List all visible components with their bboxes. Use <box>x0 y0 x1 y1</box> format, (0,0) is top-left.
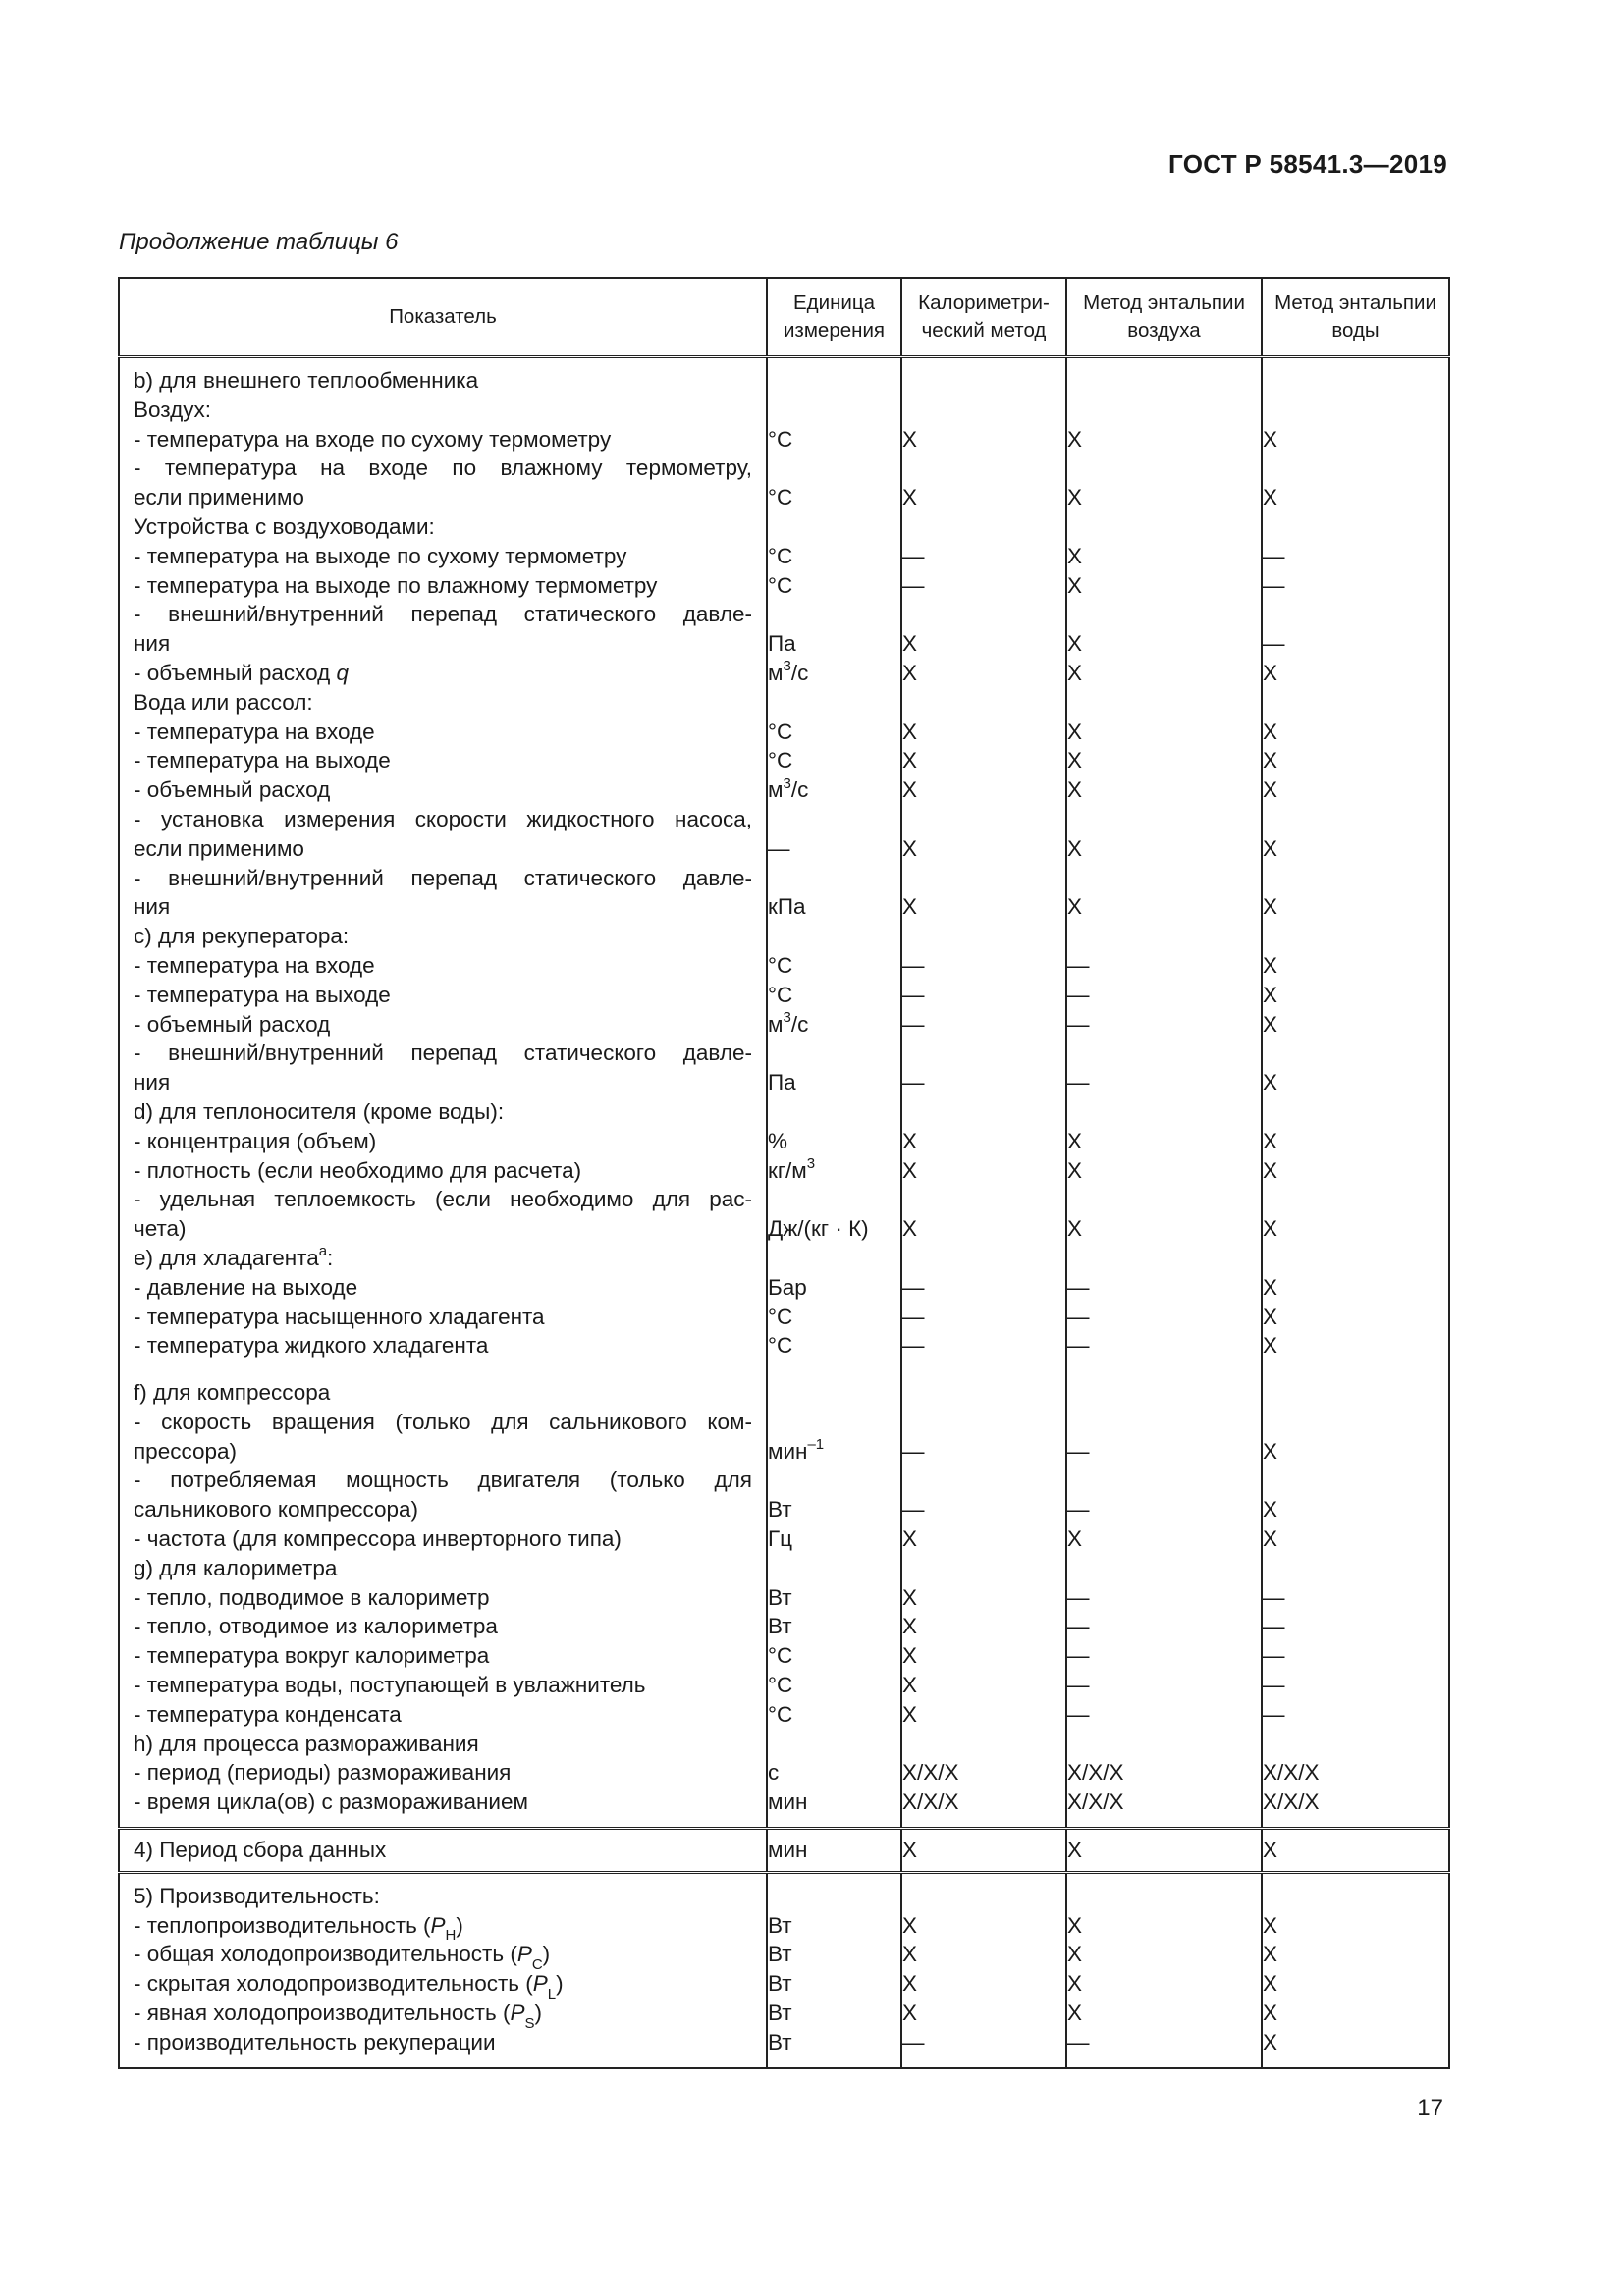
unit-value: Гц <box>768 1526 793 1552</box>
row-label: - температура жидкого хладагента <box>134 1333 489 1359</box>
unit-value: °C <box>768 719 793 744</box>
row-label: - производительность рекуперации <box>134 2029 496 2055</box>
row-label: - давление на выходе <box>134 1274 358 1300</box>
row-label: - удельная теплоемкость (если необходимо для рас- <box>134 1187 752 1212</box>
mark-value: X <box>902 1216 918 1242</box>
mark-value: X <box>1067 485 1083 510</box>
empty-line <box>902 396 1065 425</box>
unit-value: $кг/м^3$ <box>768 1155 816 1183</box>
mark-value: X/X/X <box>1263 1760 1320 1786</box>
row-label: d) для теплоносителя (кроме воды): <box>134 1098 505 1124</box>
mark-value: X <box>1067 1216 1083 1242</box>
mark-value: — <box>1067 1584 1090 1610</box>
row-label: - температура на выходе <box>134 982 391 1007</box>
mark-value: — <box>1263 1584 1285 1610</box>
mark-value: X <box>902 1128 918 1153</box>
col-header-unit: Единица измерения <box>767 278 901 357</box>
calorimetric-cell <box>901 357 1066 1829</box>
mark-value: — <box>1067 1438 1090 1464</box>
mark-value: — <box>1067 982 1090 1007</box>
row-label: - внешний/внутренний перепад статического давле- <box>134 602 752 627</box>
empty-line <box>902 1408 1065 1437</box>
mark-value: X <box>1067 543 1083 568</box>
unit-value: Вт <box>768 2001 792 2026</box>
mark-value: — <box>1067 1333 1090 1359</box>
mark-value: — <box>1263 572 1285 598</box>
calorimetric-cell <box>901 1829 1066 1873</box>
row-label: e) для хладагента$^a$: <box>134 1243 334 1270</box>
row-label: - температура на выходе по сухому термометру <box>134 543 627 568</box>
empty-line <box>1263 1244 1448 1273</box>
row-label: Воздух: <box>134 397 211 422</box>
empty-line <box>902 600 1065 629</box>
mark-value: X <box>1263 777 1278 803</box>
mark-value: X <box>1067 426 1083 452</box>
row-label: - общая холодопроизводительность $(P_C)$ <box>134 1942 551 1973</box>
mark-value: X <box>1263 719 1278 744</box>
mark-value: X <box>902 835 918 861</box>
mark-value: X <box>1263 1971 1278 1997</box>
mark-value: X <box>902 2001 918 2026</box>
mark-value: — <box>902 1497 925 1522</box>
row-label: - объемный расход <box>134 777 331 803</box>
empty-line <box>1067 1378 1261 1408</box>
mark-value: X <box>1067 1128 1083 1153</box>
mark-value: X <box>902 1157 918 1183</box>
mark-value: X <box>1263 1497 1278 1522</box>
mark-value: X <box>902 1701 918 1727</box>
mark-value: X <box>902 1673 918 1698</box>
unit-value: °C <box>768 1673 793 1698</box>
empty-line <box>1263 1378 1448 1408</box>
mark-value: — <box>1067 1304 1090 1329</box>
empty-line <box>1067 512 1261 542</box>
row-label: - тепло, отводимое из калориметра <box>134 1614 498 1639</box>
unit-value: °C <box>768 1333 793 1359</box>
unit-value: Вт <box>768 1912 792 1938</box>
empty-line <box>902 1185 1065 1214</box>
unit-value: $м^3/с$ <box>768 1009 809 1037</box>
mark-value: — <box>1067 1643 1090 1669</box>
mark-value: X <box>902 1912 918 1938</box>
row-label: - температура на входе по влажному термометру, <box>134 455 752 481</box>
unit-value: Вт <box>768 1614 792 1639</box>
unit-value: Па <box>768 1070 796 1095</box>
unit-value: °C <box>768 572 793 598</box>
mark-value: X <box>902 1614 918 1639</box>
empty-line <box>1263 864 1448 893</box>
empty-line <box>902 688 1065 718</box>
row-label: - период (периоды) размораживания <box>134 1760 512 1786</box>
unit-value: — <box>768 835 790 861</box>
calorimetric-cell <box>901 1872 1066 2067</box>
indicators-table <box>118 277 1450 2069</box>
mark-value: X <box>1067 1971 1083 1997</box>
unit-value: °C <box>768 485 793 510</box>
row-label: - температура вокруг калориметра <box>134 1643 490 1669</box>
unit-value: % <box>768 1128 788 1153</box>
mark-value: — <box>1067 1673 1090 1698</box>
water-enthalpy-cell <box>1262 1872 1449 2067</box>
mark-value: X <box>902 485 918 510</box>
unit-value: °C <box>768 1701 793 1727</box>
mark-value: — <box>1067 1614 1090 1639</box>
row-label: - теплопроизводительность $(P_H)$ <box>134 1912 463 1945</box>
empty-line <box>1067 454 1261 483</box>
empty-line <box>1067 688 1261 718</box>
empty-line <box>1263 454 1448 483</box>
row-label: - объемный расход q <box>134 660 350 685</box>
col-header-water-enthalpy: Метод энтальпии воды <box>1262 278 1449 357</box>
empty-line <box>1263 600 1448 629</box>
empty-line <box>1263 1882 1448 1911</box>
mark-value: X <box>1263 952 1278 978</box>
mark-value: X/X/X <box>902 1789 959 1815</box>
row-label: 5) Производительность: <box>134 1883 380 1908</box>
empty-line <box>1263 1039 1448 1068</box>
mark-value: X <box>1067 894 1083 920</box>
empty-line <box>1263 366 1448 396</box>
mark-value: X <box>1263 1838 1278 1863</box>
mark-value: — <box>1263 1614 1285 1639</box>
mark-value: X <box>1263 426 1278 452</box>
unit-value: Вт <box>768 1497 792 1522</box>
row-label: b) для внешнего теплообменника <box>134 368 479 393</box>
row-label: - концентрация (объем) <box>134 1128 377 1153</box>
mark-value: X <box>902 1942 918 1967</box>
mark-value: — <box>1263 1673 1285 1698</box>
row-label: - температура насыщенного хладагента <box>134 1304 545 1329</box>
unit-value: Вт <box>768 1942 792 1967</box>
row-label: - температура конденсата <box>134 1701 402 1727</box>
mark-value: — <box>1263 1643 1285 1669</box>
unit-value: °C <box>768 748 793 774</box>
document-code: ГОСТ Р 58541.3—2019 <box>1168 149 1447 179</box>
empty-line <box>902 864 1065 893</box>
mark-value: — <box>1263 1701 1285 1727</box>
empty-line <box>1067 1097 1261 1127</box>
mark-value: X <box>1067 572 1083 598</box>
mark-value: — <box>1067 1701 1090 1727</box>
mark-value: — <box>902 572 925 598</box>
mark-value: — <box>902 1438 925 1464</box>
unit-value: с <box>768 1760 780 1786</box>
empty-line <box>902 1882 1065 1911</box>
row-label: - установка измерения скорости жидкостного насоса, <box>134 806 752 831</box>
mark-value: X <box>902 777 918 803</box>
mark-value: — <box>1263 543 1285 568</box>
row-label: 4) Период сбора данных <box>134 1838 387 1863</box>
mark-value: X <box>902 1526 918 1552</box>
empty-line <box>1067 396 1261 425</box>
row-label: - внешний/внутренний перепад статического давле- <box>134 1041 752 1066</box>
row-label: g) для калориметра <box>134 1555 338 1580</box>
table-row-performance <box>119 1872 1449 2067</box>
empty-line <box>902 1039 1065 1068</box>
row-label: - явная холодопроизводительность $(P_S)$ <box>134 2001 542 2032</box>
mark-value: X <box>1067 1942 1083 1967</box>
mark-value: X <box>1263 1942 1278 1967</box>
indicator-cell <box>119 1829 767 1873</box>
row-label-cont: ния <box>134 894 171 920</box>
mark-value: X <box>1263 1304 1278 1329</box>
mark-value: X <box>1067 2001 1083 2026</box>
mark-value: X <box>1263 2001 1278 2026</box>
row-label: Вода или рассол: <box>134 689 313 715</box>
row-label: - температура на входе <box>134 952 375 978</box>
water-enthalpy-cell <box>1262 1829 1449 1873</box>
mark-value: X <box>1263 894 1278 920</box>
row-label: - потребляемая мощность двигателя (только для <box>134 1468 752 1493</box>
col-header-calorimetric: Калориметри-ческий метод <box>901 278 1066 357</box>
row-label: - температура на выходе <box>134 748 391 774</box>
unit-value: Вт <box>768 1584 792 1610</box>
empty-line <box>902 454 1065 483</box>
empty-line <box>1263 396 1448 425</box>
mark-value: — <box>902 1304 925 1329</box>
air-enthalpy-cell <box>1066 1829 1262 1873</box>
row-label: - температура на входе по сухому термометру <box>134 426 612 452</box>
page-number: 17 <box>1417 2095 1443 2121</box>
empty-line <box>1263 922 1448 951</box>
mark-value: — <box>1067 1070 1090 1095</box>
mark-value: X <box>1263 1526 1278 1552</box>
empty-line <box>1067 864 1261 893</box>
empty-line <box>1067 1408 1261 1437</box>
empty-line <box>1067 1730 1261 1759</box>
row-label: - тепло, подводимое в калориметр <box>134 1584 490 1610</box>
mark-value: X/X/X <box>902 1760 959 1786</box>
mark-value: X <box>1263 660 1278 685</box>
mark-value: X <box>1263 1128 1278 1153</box>
mark-value: X/X/X <box>1067 1789 1124 1815</box>
mark-value: X <box>902 1643 918 1669</box>
indicator-cell <box>119 357 767 1829</box>
row-label: - температура на входе <box>134 719 375 744</box>
empty-line <box>1263 805 1448 834</box>
row-label: - плотность (если необходимо для расчета) <box>134 1157 582 1183</box>
unit-value: °C <box>768 952 793 978</box>
mark-value: — <box>1067 1274 1090 1300</box>
mark-value: — <box>902 1274 925 1300</box>
mark-value: X <box>1067 1838 1083 1863</box>
mark-value: X <box>1263 485 1278 510</box>
row-label-cont: прессора) <box>134 1438 237 1464</box>
empty-line <box>902 1378 1065 1408</box>
row-label-cont: ния <box>134 631 171 657</box>
mark-value: X <box>1067 1157 1083 1183</box>
empty-line <box>1263 1408 1448 1437</box>
row-label: f) для компрессора <box>134 1380 331 1406</box>
unit-value: мин <box>768 1838 808 1863</box>
row-label: - скрытая холодопроизводительность $(P_L)$ <box>134 1971 564 2002</box>
empty-line <box>1263 1097 1448 1127</box>
empty-line <box>1263 1554 1448 1583</box>
mark-value: X <box>1263 1912 1278 1938</box>
empty-line <box>1067 922 1261 951</box>
empty-line <box>902 922 1065 951</box>
mark-value: — <box>902 982 925 1007</box>
row-label-cont: чета) <box>134 1216 187 1242</box>
air-enthalpy-cell <box>1066 357 1262 1829</box>
air-enthalpy-cell <box>1066 1872 1262 2067</box>
empty-line <box>1067 1185 1261 1214</box>
unit-value: °C <box>768 1304 793 1329</box>
empty-line <box>1067 1466 1261 1495</box>
mark-value: — <box>902 1070 925 1095</box>
unit-value: $м^3/с$ <box>768 658 809 685</box>
unit-cell <box>767 357 901 1829</box>
mark-value: — <box>1067 1497 1090 1522</box>
row-label: - скорость вращения (только для сальникового ком- <box>134 1409 752 1434</box>
mark-value: — <box>902 2029 925 2055</box>
empty-line <box>1067 805 1261 834</box>
empty-line <box>902 1097 1065 1127</box>
unit-cell <box>767 1872 901 2067</box>
empty-line <box>902 512 1065 542</box>
row-label: - время цикла(ов) с размораживанием <box>134 1789 528 1815</box>
empty-line <box>1067 366 1261 396</box>
mark-value: X <box>902 1838 918 1863</box>
empty-line <box>1263 1466 1448 1495</box>
row-label: - температура воды, поступающей в увлажнитель <box>134 1673 646 1698</box>
row-label: c) для рекуператора: <box>134 924 350 949</box>
mark-value: — <box>1067 1011 1090 1037</box>
mark-value: X <box>902 1584 918 1610</box>
row-label: - внешний/внутренний перепад статического давле- <box>134 865 752 890</box>
empty-line <box>902 1554 1065 1583</box>
mark-value: X <box>902 660 918 685</box>
empty-line <box>902 805 1065 834</box>
table-header-row <box>119 278 1449 357</box>
col-header-indicator: Показатель <box>119 278 767 357</box>
row-label-cont: сальникового компрессора) <box>134 1497 418 1522</box>
mark-value: X <box>1067 777 1083 803</box>
mark-value: — <box>1067 952 1090 978</box>
empty-line <box>1263 512 1448 542</box>
mark-value: X <box>902 719 918 744</box>
row-label: - объемный расход <box>134 1011 331 1037</box>
mark-value: — <box>902 1011 925 1037</box>
empty-line <box>1067 1244 1261 1273</box>
empty-line <box>902 1730 1065 1759</box>
mark-value: X <box>902 894 918 920</box>
mark-value: X <box>902 426 918 452</box>
mark-value: X <box>1263 2029 1278 2055</box>
mark-value: X <box>1263 835 1278 861</box>
col-header-air-enthalpy: Метод энтальпии воздуха <box>1066 278 1262 357</box>
row-label-cont: если применимо <box>134 485 304 510</box>
mark-value: X <box>1067 631 1083 657</box>
unit-value: Дж/(кг · К) <box>768 1216 869 1242</box>
mark-value: X <box>1067 719 1083 744</box>
unit-value: кПа <box>768 894 806 920</box>
empty-line <box>1263 688 1448 718</box>
mark-value: — <box>902 543 925 568</box>
mark-value: X <box>1067 835 1083 861</box>
row-label: - частота (для компрессора инверторного типа) <box>134 1526 622 1552</box>
mark-value: X <box>1263 1216 1278 1242</box>
mark-value: X <box>1067 1526 1083 1552</box>
mark-value: X <box>1067 1912 1083 1938</box>
row-label: - температура на выходе по влажному термометру <box>134 572 658 598</box>
water-enthalpy-cell <box>1262 357 1449 1829</box>
mark-value: X <box>1263 1011 1278 1037</box>
mark-value: X <box>1263 1333 1278 1359</box>
unit-value: Па <box>768 631 796 657</box>
row-label: h) для процесса размораживания <box>134 1731 479 1756</box>
mark-value: X <box>1263 1070 1278 1095</box>
empty-line <box>1067 1554 1261 1583</box>
empty-line <box>902 366 1065 396</box>
table-caption: Продолжение таблицы 6 <box>119 229 399 255</box>
unit-value: Вт <box>768 2029 792 2055</box>
empty-line <box>902 1466 1065 1495</box>
row-label-cont: ния <box>134 1070 171 1095</box>
empty-line <box>902 1244 1065 1273</box>
mark-value: X <box>1067 660 1083 685</box>
row-label-cont: если применимо <box>134 835 304 861</box>
mark-value: — <box>1067 2029 1090 2055</box>
indicator-cell <box>119 1872 767 2067</box>
mark-value: X <box>1263 1274 1278 1300</box>
table-row-main-section <box>119 357 1449 1829</box>
unit-value: °C <box>768 982 793 1007</box>
unit-value: °C <box>768 426 793 452</box>
unit-value: мин <box>768 1789 808 1815</box>
unit-value: Вт <box>768 1971 792 1997</box>
unit-value: Бар <box>768 1274 807 1300</box>
empty-line <box>1067 1882 1261 1911</box>
unit-value: мин$^{-1}$ <box>768 1436 825 1464</box>
row-label: Устройства с воздуховодами: <box>134 513 435 539</box>
mark-value: X <box>1263 1438 1278 1464</box>
mark-value: — <box>1263 631 1285 657</box>
empty-line <box>1067 600 1261 629</box>
table-row-data-collection <box>119 1829 1449 1873</box>
mark-value: — <box>902 952 925 978</box>
empty-line <box>1067 1039 1261 1068</box>
mark-value: X/X/X <box>1263 1789 1320 1815</box>
unit-value: °C <box>768 1643 793 1669</box>
mark-value: X <box>902 1971 918 1997</box>
mark-value: X <box>1263 982 1278 1007</box>
mark-value: X <box>902 631 918 657</box>
mark-value: X <box>1067 748 1083 774</box>
mark-value: X <box>1263 1157 1278 1183</box>
unit-cell <box>767 1829 901 1873</box>
mark-value: X <box>1263 748 1278 774</box>
empty-line <box>1263 1730 1448 1759</box>
mark-value: — <box>902 1333 925 1359</box>
mark-value: X <box>902 748 918 774</box>
unit-value: °C <box>768 543 793 568</box>
mark-value: X/X/X <box>1067 1760 1124 1786</box>
unit-value: $м^3/с$ <box>768 774 809 803</box>
empty-line <box>1263 1185 1448 1214</box>
